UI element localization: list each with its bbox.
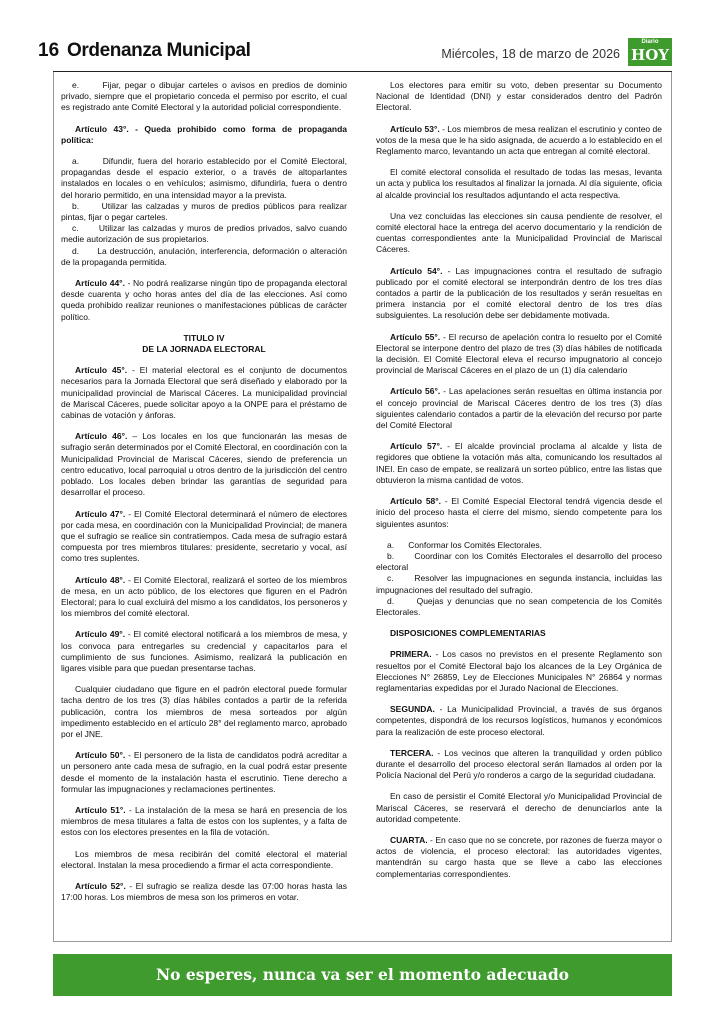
article-label: Artículo 58°. (390, 496, 442, 507)
article-text: - El Comité Electoral determinará el número de electores por cada mesa, en coordinación con la Municipalidad Provincial; de manera que el sufragio se realice sin contratiempos. Cada mesa de sufragio estará compuesta por tres miembros titulares: presidente, secretario y vocal, así como tres suplentes. (61, 508, 347, 564)
article-label: Artículo 44°. (75, 278, 125, 289)
article-text: - El personero de la lista de candidatos podrá acreditar a un personero ante cada mesa de sufragio, en la cual podrá estar presente desde el momento de la instalación hasta el escrutinio. Tiene derecho a formular las impugnaciones y reclamaciones pertinentes. (61, 750, 347, 794)
article-paragraph (61, 805, 347, 839)
provision-text: - La Municipalidad Provincial, a través de sus órganos competentes, dispondrá de los recursos logísticos, humanos y económicos para la realización de este proceso electoral. (376, 704, 662, 737)
article-text: - El material electoral es el conjunto de documentos necesarios para la Jornada Electoral que será diseñado y elaborado por la municipalidad provincial de Mariscal Cáceres. La municipalidad provincial de Mariscal Cáceres, puede solicitar apoyo a la ONPE para el préstamo de cabinas de votación y ánforas. (61, 365, 347, 421)
article-text: - El recurso de apelación contra lo resuelto por el Comité Electoral se interpone dentro del plazo de tres (3) días hábiles de notificada la decisión. El Comité Electoral eleva el recurso impugnatorio al concejo provincial de Mariscal Cáceres en el plazo de un (1) día calendario (376, 331, 662, 376)
list-item: d. La destrucción, anulación, interferencia, deformación o alteración de la propaganda permitida. (61, 245, 347, 267)
article-text: - El sufragio se realiza desde las 07:00 horas hasta las 17:00 horas. Los miembros de mesa son los primeros en votar. (61, 880, 347, 903)
article-label: Artículo 56°. (390, 386, 441, 397)
article-label: Artículo 48°. (75, 574, 126, 585)
right-column (376, 80, 662, 890)
provision-text: - Los vecinos que alteren la tranquilidad y orden público durante el desarrollo del proceso electoral serán llamados al orden por la Policía Nacional del Perú y/o ronderos a cargo de la seguridad ciudadana. (376, 747, 662, 781)
article-label: Artículo 57°. (390, 441, 443, 452)
article-text: - Las apelaciones serán resueltas en última instancia por el concejo provincial de Mariscal Cáceres dentro de los tres (3) días siguientes calendario contados a partir de la elevación del recurso por parte del Comité Electoral (376, 386, 662, 431)
article-text: - Los miembros de mesa realizan el escrutinio y conteo de votos de la mesa que le ha sido asignada, de acuerdo a lo establecido en el Reglamento marco, levantando un acta que entregan al comité electoral. (376, 123, 662, 157)
article-label: Artículo 53°. (390, 123, 440, 134)
page-number: 16 (38, 40, 60, 61)
list-item: c. Resolver las impugnaciones en segunda instancia, incluidas las impugnaciones del resultado del sufragio. (376, 573, 662, 595)
list-item: c. Utilizar las calzadas y muros de predios privados, salvo cuando medie autorización de sus propietarios. (61, 223, 347, 245)
article-text: – Los locales en los que funcionarán las mesas de sufragio serán determinados por el Comité Electoral, en coordinación con la Municipalidad Provincial de Mariscal Cáceres, siendo de preferencia un centro educativo, local parroquial u otros dentro de la jurisdicción del centro poblado. Los locales deben brindar las garantías de seguridad para desarrollar el proceso. (61, 431, 347, 498)
article-paragraph (61, 750, 347, 795)
paragraph: Una vez concluidas las elecciones sin causa pendiente de resolver, el comité electoral hace la entrega del acervo documentario y la rendición de cuentas correspondientes ante la Municipalidad Provincial de Mariscal Cáceres. (376, 210, 662, 255)
provision-paragraph (376, 748, 662, 782)
article-paragraph (376, 386, 662, 431)
newspaper-logo (628, 38, 672, 66)
logo-main-text: HOY (631, 46, 669, 64)
article-heading: Artículo 43°. - Queda prohibido como forma de propaganda política: (61, 123, 347, 145)
article-label: Artículo 49°. (75, 629, 126, 640)
logo-small-text: Diario (641, 39, 659, 45)
article-paragraph (376, 332, 662, 377)
list-item: d. Quejas y denuncias que no sean competencia de los Comités Electorales. (376, 595, 662, 617)
article-paragraph (61, 431, 347, 498)
left-column (61, 80, 347, 913)
article-paragraph (376, 266, 662, 322)
provision-paragraph (376, 649, 662, 694)
paragraph: Cualquier ciudadano que figure en el padrón electoral puede formular tacha dentro de los tres (3) días hábiles contados a partir de la referida publicación, contra los miembros de mesa sorteados por algún impedimento establecido en el artículo 28° del reglamento marco, aprobado por el JNE. (61, 684, 347, 739)
article-body (53, 72, 672, 942)
list-item: b. Coordinar con los Comités Electorales el desarrollo del proceso electoral (376, 550, 662, 573)
article-paragraph (376, 441, 662, 486)
provision-label: CUARTA. (390, 834, 428, 845)
article-text: - No podrá realizarse ningún tipo de propaganda electoral desde cuarenta y ocho horas antes del día de las elecciones. Así como queda prohibido realizar reuniones o manifestaciones públicas de carácter político. (61, 278, 347, 322)
article-text: - El Comité Especial Electoral tendrá vigencia desde el inicio del proceso hasta el cierre del mismo, siendo competente para los siguientes asuntos: (376, 496, 662, 529)
title-subheading: DE LA JORNADA ELECTORAL (142, 344, 266, 355)
article-label: Artículo 50°. (75, 750, 126, 761)
publication-date: Miércoles, 18 de marzo de 2026 (441, 47, 620, 61)
section-heading: DISPOSICIONES COMPLEMENTARIAS (390, 628, 546, 639)
article-text: - El Comité Electoral, realizará el sorteo de los miembros de mesa, en un acto público, de los electores que figuren en el Padrón Electoral; para lo cual excluirá del mismo a los candidatos, los personeros y los miembros del comité electoral. (61, 574, 347, 619)
article-paragraph (61, 575, 347, 620)
paragraph: Los electores para emitir su voto, deben presentar su Documento Nacional de Identidad (DNI) y estar considerados dentro del Padrón Electoral. (376, 80, 662, 113)
article-label: Artículo 51°. (75, 804, 126, 815)
title-heading: TITULO IV (183, 332, 225, 343)
footer-slogan-banner: No esperes, nunca va ser el momento adecuado (53, 954, 672, 996)
article-paragraph (376, 496, 662, 530)
provision-label: SEGUNDA. (390, 704, 435, 715)
provision-paragraph (376, 704, 662, 738)
provision-label: TERCERA. (390, 747, 434, 758)
article-text: - Las impugnaciones contra el resultado de sufragio publicado por el comité electoral se interpondrán dentro de los tres días contados a partir de la publicación de los resultados y serán resueltas en primera instancia por el comité electoral dentro de los tres días subsiguientes. La resolución debe ser debidamente motivada. (376, 265, 662, 321)
provision-text: - Los casos no previstos en el presente Reglamento son resueltos por el Comité Electoral bajo los alcances de la Ley Orgánica de Elecciones N° 26859, Ley de Elecciones Municipales N° 26864 y normas reglamentarias expedidas por el Jurado Nacional de Elecciones. (376, 649, 662, 693)
article-label: Artículo 47°. (75, 508, 126, 519)
provision-text: - En caso que no se concrete, por razones de fuerza mayor o actos de violencia, el proceso electoral: las autoridades vigentes, mantendrán su cargo hasta que se lleve a cabo las elecciones complementarias correspondientes. (376, 834, 662, 879)
article-label: Artículo 55°. (390, 331, 441, 342)
article-label: Artículo 54°. (390, 265, 443, 276)
article-paragraph (61, 881, 347, 903)
list-item: a. Conformar los Comités Electorales. (387, 539, 542, 550)
list-item: a. Difundir, fuera del horario establecido por el Comité Electoral, propagandas desde el espacio exterior, o a través de altoparlantes instalados en locales o en vehículos; asimismo, difundirla, fuera o dentro del horario permitido, en una intensidad mayor a la prevista. (61, 156, 347, 200)
section-title: Ordenanza Municipal (67, 40, 251, 61)
article-text: - La instalación de la mesa se hará en presencia de los miembros de mesa titulares a falta de estos con los suplentes, y a falta de estos con los electores presentes en la fila de votación. (61, 804, 347, 838)
article-paragraph (61, 629, 347, 674)
article-label: Artículo 46°. (75, 431, 128, 442)
provision-label: PRIMERA. (390, 649, 432, 660)
list-item: b. Utilizar las calzadas y muros de predios públicos para realizar pintas, fijar o pegar carteles. (61, 200, 347, 223)
article-text: - El comité electoral notificará a los miembros de mesa, y los convoca para entregarles su credencial y capacitarlos para el cumplimiento de sus funciones. Asimismo, realizará la publicación en ligares visible para que puedan presentarse tachas. (61, 629, 347, 673)
paragraph: e. Fijar, pegar o dibujar carteles o avisos en predios de dominio privado, siempre que el propietario conceda el permiso por escrito, el cual es registrado ante Comité Electoral y la autoridad policial correspondiente. (61, 80, 347, 113)
article-label: Artículo 45°. (75, 365, 128, 376)
article-paragraph (61, 278, 347, 323)
paragraph: El comité electoral consolida el resultado de todas las mesas, levanta un acta y publica los resultados al finalizar la jornada. Al día siguiente, oficia al alcalde provincial los resultados adjuntando el acta respectiva. (376, 167, 662, 200)
article-label: Artículo 52°. (75, 880, 126, 891)
paragraph: Los miembros de mesa recibirán del comité electoral el material electoral. Instalan la mesa procediendo a firmar el acta correspondiente. (61, 848, 347, 870)
article-paragraph (376, 124, 662, 158)
provision-paragraph (376, 835, 662, 880)
paragraph: En caso de persistir el Comité Electoral y/o Municipalidad Provincial de Mariscal Cáceres, se reservará el derecho de denunciarlos ante la autoridad competente. (376, 791, 662, 824)
page-header (38, 38, 672, 70)
article-text: - El alcalde provincial proclama al alcalde y lista de regidores que obtiene la votación más alta, comunicando los resultados al INEI. En caso de empate, se realizará un sorteo público, entre las listas que obtuvieron la misma cantidad de votos. (376, 441, 662, 485)
article-paragraph (61, 365, 347, 421)
article-paragraph (61, 509, 347, 565)
